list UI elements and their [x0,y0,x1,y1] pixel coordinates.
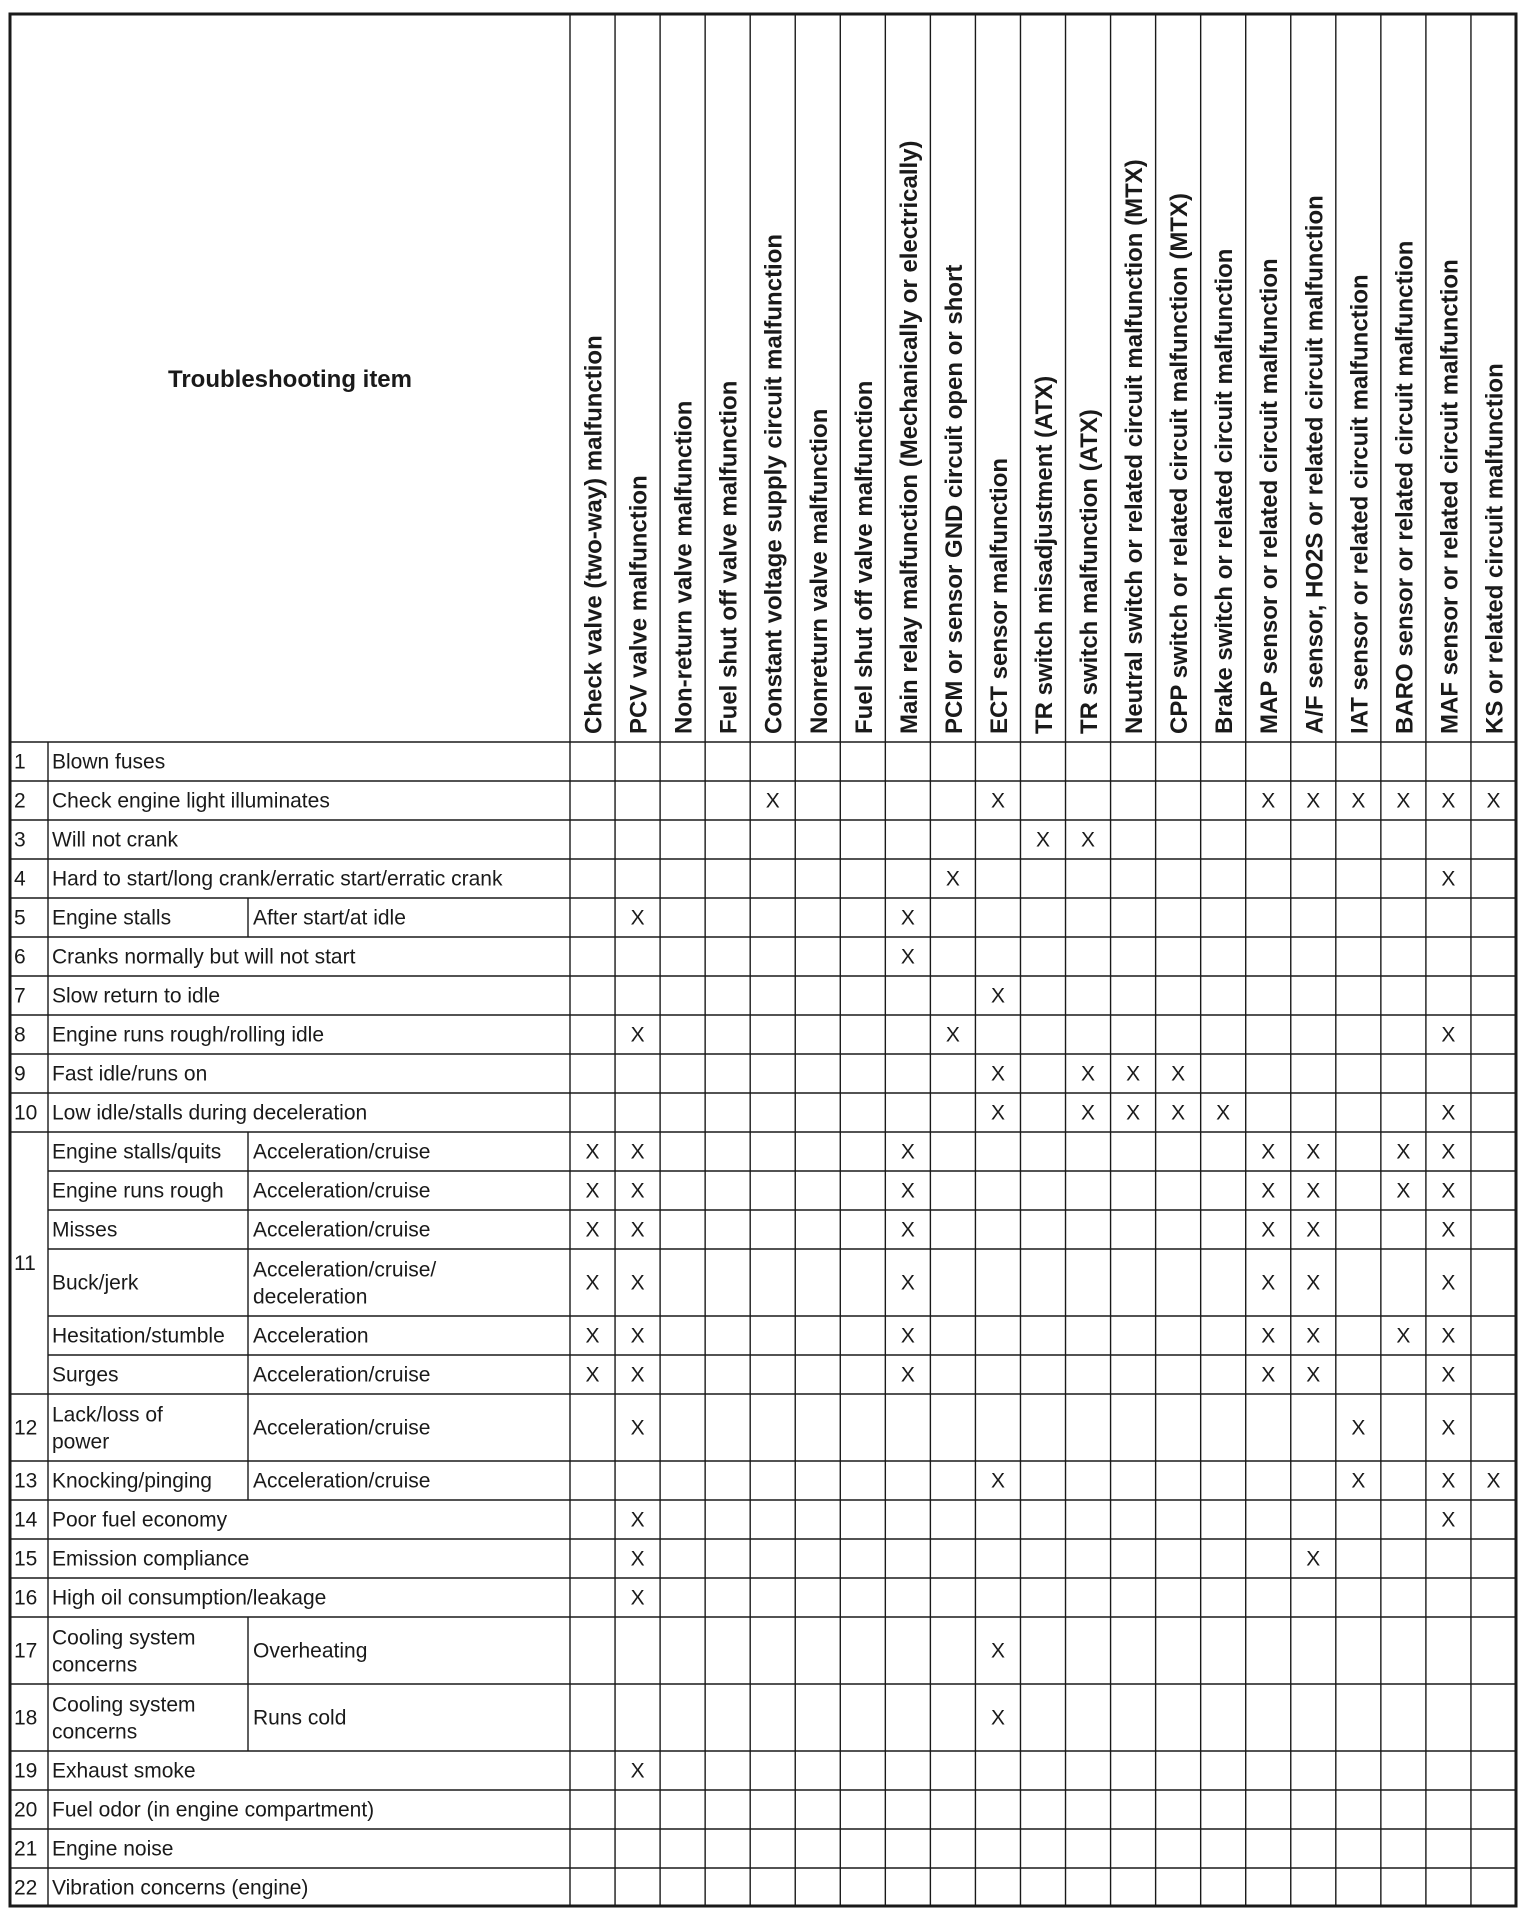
table-row [14,790,1500,813]
check-mark: X [765,789,780,813]
check-mark: X [1486,1469,1501,1493]
check-mark: X [630,1271,645,1295]
table-row [14,907,915,930]
check-mark: X [630,1023,645,1047]
check-mark: X [990,1639,1005,1663]
column-header: CPP switch or related circuit malfunction (MTX) [1166,193,1194,734]
check-mark: X [1081,1062,1096,1086]
column-header: IAT sensor or related circuit malfunction [1346,274,1374,734]
table-row [14,1877,308,1900]
row-number: 1 [14,750,26,774]
row-number: 8 [14,1023,26,1047]
check-mark: X [900,945,915,969]
table-row [14,1548,1320,1571]
troubleshooting-item: power [52,1430,110,1454]
check-mark: X [585,1271,600,1295]
troubleshooting-item: Cranks normally but will not start [52,945,356,969]
column-header: Neutral switch or related circuit malfunction (MTX) [1121,159,1149,734]
check-mark: X [945,867,960,891]
check-mark: X [1441,1023,1456,1047]
table-row [14,985,1005,1008]
column-header: PCM or sensor GND circuit open or short [940,264,968,734]
check-mark: X [1396,1140,1411,1164]
troubleshooting-item: Buck/jerk [52,1271,139,1295]
check-mark: X [1306,1179,1321,1203]
table-row [52,1141,1455,1164]
column-header: TR switch misadjustment (ATX) [1031,375,1058,734]
check-mark: X [1261,1179,1276,1203]
check-mark: X [1441,1271,1456,1295]
table-title: Troubleshooting item [168,366,412,393]
troubleshooting-item: Lack/loss of [52,1403,163,1427]
check-mark: X [585,1179,600,1203]
check-mark: X [990,1062,1005,1086]
troubleshooting-item: Check engine light illuminates [52,789,330,813]
row-number: 15 [14,1547,38,1571]
check-mark: X [585,1363,600,1387]
row-number: 4 [14,867,26,891]
check-mark: X [630,1759,645,1783]
check-mark: X [1396,1179,1411,1203]
check-mark: X [1396,1324,1411,1348]
column-header: Constant voltage supply circuit malfunction [760,233,788,734]
condition: Acceleration/cruise [253,1218,431,1242]
table-row [14,868,1455,891]
check-mark: X [1261,1218,1276,1242]
condition: Acceleration/cruise/ [253,1258,437,1282]
check-mark: X [1441,1140,1456,1164]
check-mark: X [1306,1218,1321,1242]
check-mark: X [1306,1324,1321,1348]
troubleshooting-item: Misses [52,1218,118,1242]
troubleshooting-item: Knocking/pinging [52,1469,212,1493]
column-header: MAP sensor or related circuit malfunction [1256,258,1284,734]
condition: Acceleration/cruise [253,1363,431,1387]
column-header: Brake switch or related circuit malfunction [1211,248,1239,734]
check-mark: X [1306,1140,1321,1164]
check-mark: X [900,1271,915,1295]
check-mark: X [1441,1469,1456,1493]
check-mark: X [630,1508,645,1532]
check-mark: X [630,1416,645,1440]
troubleshooting-item: Engine stalls/quits [52,1140,222,1164]
row-number: 14 [14,1508,38,1532]
check-mark: X [945,1023,960,1047]
row-number: 20 [14,1798,38,1822]
row-number: 19 [14,1759,38,1783]
row-number: 3 [14,828,26,852]
table-row [14,1470,1500,1493]
check-mark: X [900,1140,915,1164]
check-mark: X [990,1101,1005,1125]
troubleshooting-item: Cooling system [52,1626,196,1650]
row-number: 22 [14,1876,38,1900]
condition: After start/at idle [253,906,406,930]
check-mark: X [990,1706,1005,1730]
troubleshooting-item: Will not crank [52,828,179,852]
check-mark: X [630,1218,645,1242]
table-row [52,1219,1455,1242]
table-row [52,1325,1455,1348]
troubleshooting-item: Engine stalls [52,906,172,930]
troubleshooting-item: High oil consumption/leakage [52,1586,327,1610]
check-mark: X [1441,1179,1456,1203]
check-mark: X [900,1218,915,1242]
column-header: BARO sensor or related circuit malfunction [1391,240,1419,734]
table-row [14,1838,173,1861]
column-header: Non-return valve malfunction [670,400,698,734]
check-mark: X [990,789,1005,813]
row-number: 16 [14,1586,38,1610]
condition: Acceleration/cruise [253,1416,431,1440]
check-mark: X [1441,1218,1456,1242]
condition: Acceleration [253,1324,369,1348]
check-mark: X [1081,828,1096,852]
column-header: Nonreturn valve malfunction [805,408,833,734]
row-number: 12 [14,1416,38,1440]
check-mark: X [1261,1324,1276,1348]
row-number: 2 [14,789,26,813]
table-row [14,1509,1455,1532]
row-number: 7 [14,984,26,1008]
check-mark: X [1171,1101,1186,1125]
check-mark: X [1261,1271,1276,1295]
table-row [52,1364,1455,1387]
check-mark: X [1261,1363,1276,1387]
column-header: MAF sensor or related circuit malfunction [1436,259,1464,734]
check-mark: X [585,1140,600,1164]
table-row [14,829,1095,852]
table-row [14,751,165,774]
check-mark: X [1216,1101,1231,1125]
troubleshooting-item: Low idle/stalls during deceleration [52,1101,368,1125]
column-header: Fuel shut off valve malfunction [715,380,743,734]
troubleshooting-item: Slow return to idle [52,984,221,1008]
row-number: 17 [14,1639,38,1663]
check-mark: X [1126,1101,1141,1125]
condition: Acceleration/cruise [253,1179,431,1203]
troubleshooting-item: Emission compliance [52,1547,250,1571]
troubleshooting-item: concerns [52,1653,138,1677]
check-mark: X [630,1140,645,1164]
check-mark: X [1306,1271,1321,1295]
check-mark: X [630,1324,645,1348]
check-mark: X [1441,789,1456,813]
table-row [14,1760,645,1783]
row-number: 11 [14,1252,36,1275]
check-mark: X [1261,789,1276,813]
troubleshooting-item: concerns [52,1720,138,1744]
troubleshooting-item: Poor fuel economy [52,1508,228,1532]
row-number: 5 [14,906,26,930]
condition: Overheating [253,1639,368,1663]
table-row [14,1694,1005,1744]
troubleshooting-item: Blown fuses [52,750,166,774]
row-number: 9 [14,1062,26,1086]
check-mark: X [1441,1101,1456,1125]
table-row [14,1627,1005,1677]
troubleshooting-item: Fast idle/runs on [52,1062,208,1086]
check-mark: X [630,1363,645,1387]
troubleshooting-item: Hesitation/stumble [52,1324,225,1348]
check-mark: X [1441,1363,1456,1387]
column-header: Fuel shut off valve malfunction [850,380,878,734]
row-number: 13 [14,1469,38,1493]
column-header: TR switch malfunction (ATX) [1076,409,1103,734]
table-row [14,1404,1455,1454]
column-header: PCV valve malfunction [625,475,653,734]
check-mark: X [1396,789,1411,813]
column-header: ECT sensor malfunction [986,457,1013,734]
table-row [14,1587,645,1610]
column-header: KS or related circuit malfunction [1481,363,1509,734]
check-mark: X [1441,867,1456,891]
check-mark: X [900,1363,915,1387]
check-mark: X [1306,789,1321,813]
condition: Acceleration/cruise [253,1469,431,1493]
check-mark: X [1261,1140,1276,1164]
table-row [52,1180,1455,1203]
check-mark: X [1081,1101,1096,1125]
troubleshooting-item: Engine noise [52,1837,174,1861]
check-mark: X [1351,789,1366,813]
column-header: A/F sensor, HO2S or related circuit malfunction [1301,195,1329,734]
check-mark: X [1486,789,1501,813]
check-mark: X [1126,1062,1141,1086]
column-header: Check valve (two-way) malfunction [580,335,608,734]
troubleshooting-item: Surges [52,1363,119,1387]
table-row [14,946,915,969]
troubleshooting-item: Fuel odor (in engine compartment) [52,1798,375,1822]
condition: deceleration [253,1285,368,1309]
table-row [14,1799,374,1822]
table-row [52,1259,1455,1309]
check-mark: X [1171,1062,1186,1086]
check-mark: X [990,984,1005,1008]
check-mark: X [1441,1508,1456,1532]
column-header: Main relay malfunction (Mechanically or electrically) [895,140,923,734]
row-number: 6 [14,945,26,969]
check-mark: X [630,1547,645,1571]
row-number: 21 [14,1837,38,1861]
table-row [14,1024,1455,1047]
check-mark: X [1306,1363,1321,1387]
condition: Acceleration/cruise [253,1140,431,1164]
check-mark: X [1351,1469,1366,1493]
check-mark: X [1441,1324,1456,1348]
table-row [14,1063,1185,1086]
check-mark: X [630,1179,645,1203]
check-mark: X [1306,1547,1321,1571]
troubleshooting-item: Engine runs rough [52,1179,224,1203]
troubleshooting-item: Vibration concerns (engine) [52,1876,309,1900]
row-number: 18 [14,1706,38,1730]
row-number: 10 [14,1101,38,1125]
check-mark: X [585,1218,600,1242]
condition: Runs cold [253,1706,347,1730]
troubleshooting-item: Engine runs rough/rolling idle [52,1023,325,1047]
check-mark: X [1441,1416,1456,1440]
check-mark: X [630,906,645,930]
check-mark: X [630,1586,645,1610]
check-mark: X [1035,828,1051,852]
troubleshooting-item: Hard to start/long crank/erratic start/erratic crank [52,867,503,891]
troubleshooting-item: Exhaust smoke [52,1759,196,1783]
check-mark: X [1351,1416,1366,1440]
troubleshooting-item: Cooling system [52,1693,196,1717]
check-mark: X [900,906,915,930]
table-row [14,1102,1455,1125]
check-mark: X [900,1179,915,1203]
check-mark: X [585,1324,600,1348]
check-mark: X [990,1469,1005,1493]
check-mark: X [900,1324,915,1348]
